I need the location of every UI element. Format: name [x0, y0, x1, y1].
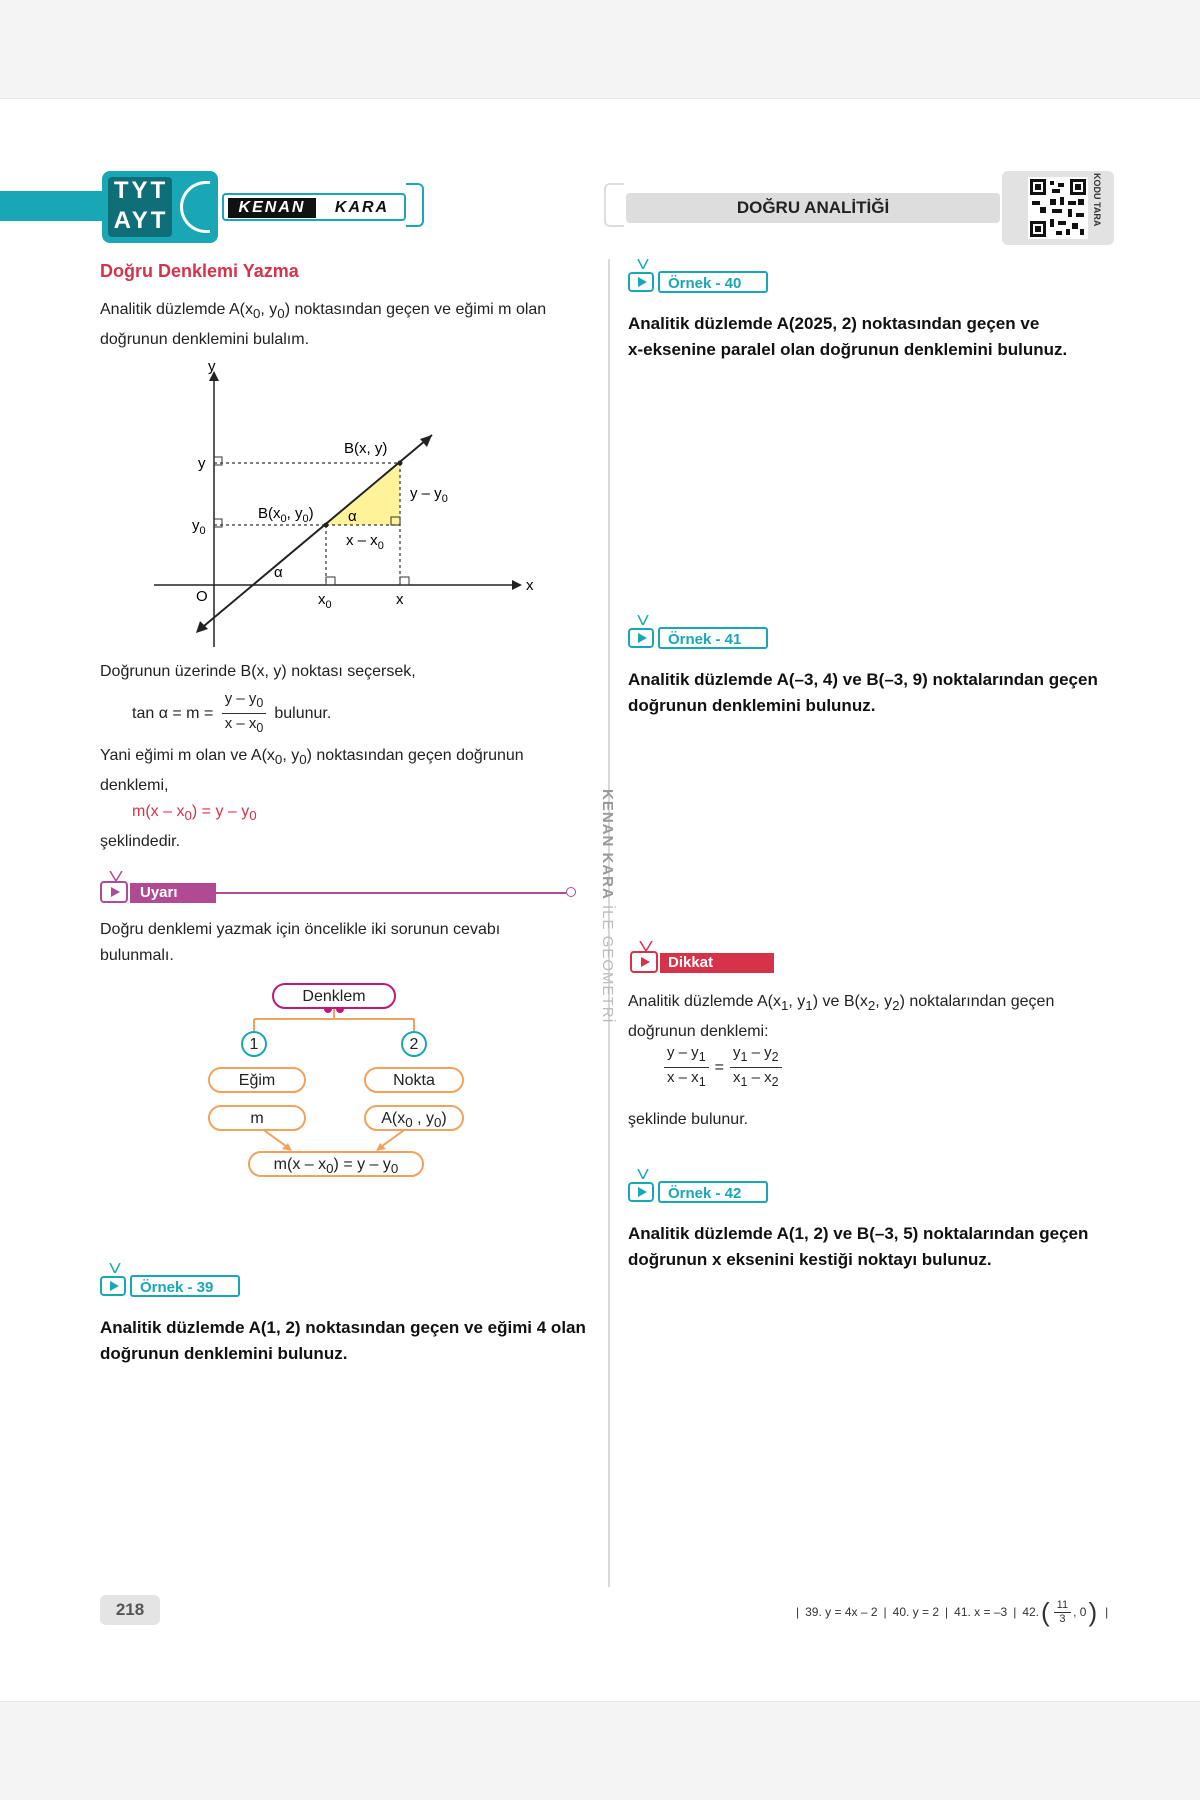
tree-point-node: $A(x_0$ , $y_0$)	[364, 1105, 464, 1131]
origin-label: O	[196, 588, 208, 605]
video-play-icon[interactable]	[100, 1276, 126, 1296]
author-banner	[222, 193, 406, 221]
formula-right-fraction: $\frac{y_1 - y_2}{x_1 - x_2}$	[730, 1043, 782, 1092]
ornek-41-label: Örnek - 41	[658, 627, 768, 649]
tick-x0-label: $x_0$	[318, 591, 332, 611]
page-number: 218	[100, 1595, 160, 1625]
alpha-label-triangle: α	[348, 508, 357, 525]
dikkat-tv-icon	[630, 951, 658, 973]
tree-result-node: $m(x - x_0) = y - y_0$	[248, 1151, 424, 1177]
book-page	[0, 98, 1200, 1702]
ornek-42-text: Analitik düzlemde A(1, 2) ve B(–3, 5) noktalarından geçen doğrunun x eksenini kestiği noktayı bulunuz.	[628, 1224, 1089, 1269]
tick-y-label: y	[198, 455, 206, 472]
tyt-ayt-logo	[102, 171, 218, 243]
answer-39: 39. y = 4x – 2	[805, 1605, 878, 1619]
tree-number-1: 1	[241, 1031, 267, 1057]
qr-label: KODU TARA	[1092, 173, 1102, 227]
alpha-label-axis: α	[274, 564, 283, 581]
ornek-40-header	[628, 269, 768, 295]
video-play-icon[interactable]	[628, 1182, 654, 1202]
author-last-name: KARA	[334, 199, 390, 216]
ornek-39-header	[100, 1273, 240, 1299]
ornek-39-label: Örnek - 39	[130, 1275, 240, 1297]
tan-formula: tan α = m = $\frac{y - y_0}{x - x_0}$ bulunur.	[132, 689, 331, 738]
choose-point-text: Doğrunun üzerinde B(x, y) noktası seçersek,	[100, 663, 416, 680]
divider-vertical-text: KENAN KARA İLE GEOMETRİ	[599, 789, 616, 1024]
dy-label: y – $y_0$	[410, 485, 448, 505]
qr-code-icon	[1028, 177, 1088, 239]
dikkat-text: Analitik düzlemde $A(x_1$, $y_1$) ve $B(x_2$, $y_2$) noktalarından geçen doğrunun denklemi:	[628, 993, 1055, 1041]
line-equation-figure	[140, 361, 540, 651]
x-axis-arrow-icon	[512, 580, 522, 590]
equation-tree	[200, 973, 480, 1177]
yani-paragraph: Yani eğimi m olan ve $A(x_0$, $y_0$) noktasından geçen doğrunun denklemi,	[100, 747, 524, 795]
ornek-42-label: Örnek - 42	[658, 1181, 768, 1203]
ornek-40-text: Analitik düzlemde A(2025, 2) noktasından geçen ve x-eksenine paralel olan doğrunun denklemini bulunuz.	[628, 314, 1068, 359]
tick-y0-label: $y_0$	[192, 517, 206, 537]
section-title: DOĞRU ANALİTİĞİ	[736, 198, 890, 217]
uyari-text: Doğru denklemi yazmak için öncelikle iki sorunun cevabı bulunmalı.	[100, 921, 501, 964]
tree-egim-node: Eğim	[208, 1067, 306, 1093]
tree-nokta-node: Nokta	[364, 1067, 464, 1093]
point-b-label: B(x, y)	[344, 440, 388, 457]
ornek-39-text: Analitik düzlemde A(1, 2) noktasından geçen ve eğimi 4 olan doğrunun denklemini bulunuz.	[100, 1318, 586, 1363]
line-equation: $m(x - x_0) = y - y_0$	[132, 803, 257, 824]
line-arrow-top-icon	[420, 435, 432, 447]
uyari-tv-icon	[100, 881, 128, 903]
tick-x-label: x	[396, 591, 404, 608]
y-axis-label: y	[208, 361, 216, 375]
uyari-rule	[216, 892, 566, 894]
seklindedir-text: şeklindedir.	[100, 833, 181, 850]
answer-key: | 39. y = 4x – 2 | 40. y = 2 | 41. x = –3 | 42. ( $\frac{11}{3}$ , 0 ) |	[796, 1597, 1109, 1627]
video-play-icon[interactable]	[628, 628, 654, 648]
answer-41: 41. x = –3	[954, 1605, 1008, 1619]
tree-m-node: m	[208, 1105, 306, 1131]
tree-root-node: Denklem	[272, 983, 396, 1009]
header-band	[0, 191, 110, 221]
section-title-connector	[604, 183, 624, 227]
author-first-name: KENAN	[238, 199, 306, 216]
logo-top-text: TYT	[113, 177, 169, 204]
seklinde-text: şeklinde bulunur.	[628, 1111, 749, 1128]
answer-42: 42. ( $\frac{11}{3}$ , 0 )	[1022, 1597, 1098, 1627]
logo-bottom-text: AYT	[113, 207, 169, 234]
line-arrow-bottom-icon	[196, 621, 208, 633]
section-heading: Doğru Denklemi Yazma	[100, 261, 299, 281]
author-banner-connector	[406, 183, 424, 227]
answer-40: 40. y = 2	[892, 1605, 940, 1619]
ornek-40-label: Örnek - 40	[658, 271, 768, 293]
intro-paragraph: Analitik düzlemde $A(x_0$, $y_0$) noktasından geçen ve eğimi m olan doğrunun denklemini bulalım.	[100, 301, 547, 349]
two-point-formula: $\frac{y - y_1}{x - x_1}$ = $\frac{y_1 - y_2}{x_1 - x_2}$	[660, 1043, 786, 1092]
ornek-41-text: Analitik düzlemde A(–3, 4) ve B(–3, 9) noktalarından geçen doğrunun denklemini bulunuz.	[628, 670, 1098, 715]
uyari-label: Uyarı	[130, 883, 216, 903]
dx-label: x – $x_0$	[346, 532, 384, 552]
formula-left-fraction: $\frac{y - y_1}{x - x_1}$	[664, 1043, 709, 1092]
dikkat-label: Dikkat	[660, 953, 774, 973]
ornek-42-header	[628, 1179, 768, 1205]
ornek-41-header	[628, 625, 768, 651]
point-b0-label: $B(x_0$, $y_0$)	[258, 505, 314, 525]
x-axis-label: x	[526, 577, 534, 594]
tree-number-2: 2	[401, 1031, 427, 1057]
tan-fraction: $\frac{y - y_0}{x - x_0}$	[222, 689, 267, 738]
video-play-icon[interactable]	[628, 272, 654, 292]
qr-code-box[interactable]	[1002, 171, 1114, 245]
